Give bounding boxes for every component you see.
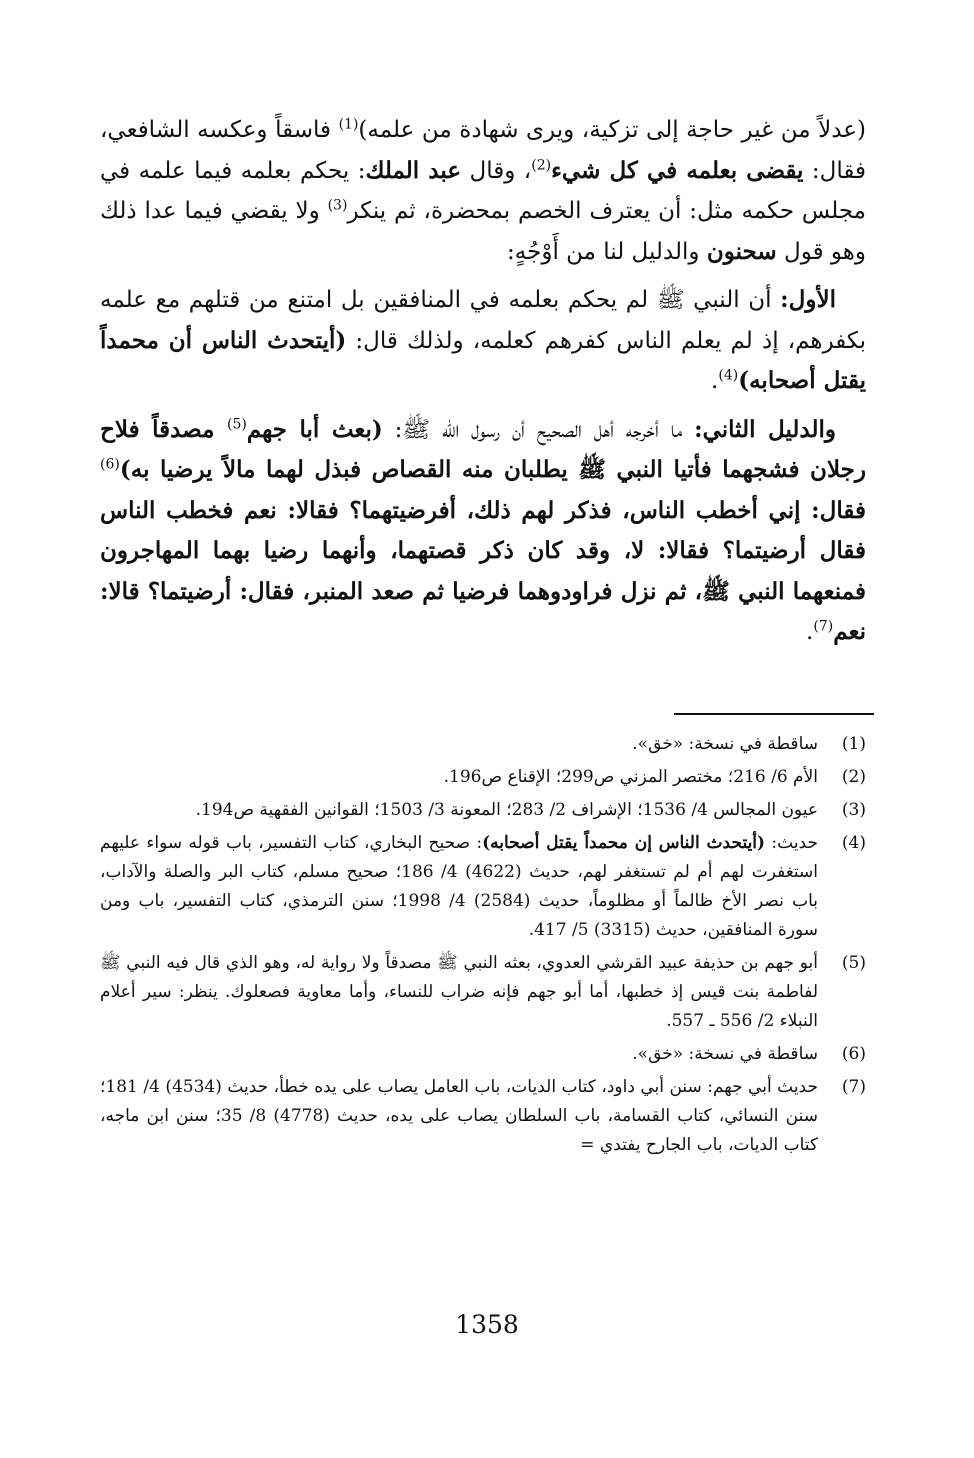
paragraph-1 [100,110,866,272]
main-text [100,110,866,661]
footnote-ref-6[interactable]: (6) [100,456,120,473]
footnote-ref-7[interactable]: (7) [813,618,834,635]
footnote-number: (3) [841,800,866,820]
footnote-ref-1[interactable]: (1) [338,116,359,133]
footnote-number: (5) [841,953,866,973]
text-span: ما أخرجه أهل الصحيح أن رسول الله ﷺ: [382,416,695,443]
footnotes [100,730,866,1164]
text-span: ولا يقضي فيما عدا ذلك وهو قول [100,198,866,265]
footnote-number: (1) [841,734,866,754]
footnote-text: حديث أبي جهم: سنن أبي داود، كتاب الديات، باب العامل يصاب على يده خطأ، حديث (4534) 4/ 181؛ سنن النسائي، كتاب القسامة، باب السلطان يصاب على يده، حديث (4778) 8/ 35؛ سنن ابن ماجه، كتاب الديات، باب الجارح يفتدي = [100,1077,818,1155]
footnote-text: ساقطة في نسخة: «خق». [632,1044,818,1064]
bold-span: الأول: [780,286,836,313]
text-span: (عدلاً من غير حاجة إلى تزكية، ويرى شهادة من علمه) [358,117,866,143]
page-number: 1358 [455,1310,519,1339]
footnote-number: (4) [841,833,866,853]
text-span: . [806,619,814,645]
paragraph-2 [100,280,866,402]
text-span: أن النبي ﷺ لم يحكم بعلمه في المنافقين بل امتنع من قتلهم مع علمه بكفرهم، إذ لم يعلم الناس كفرهم كعلمه، ولذلك قال: [100,287,866,354]
bold-span: سحنون [706,237,777,265]
footnote-ref-3[interactable]: (3) [327,197,348,214]
footnote-4 [100,829,866,945]
bold-span: والدليل الثاني: [694,415,836,443]
text-span: : صحيح البخاري، كتاب التفسير، باب قوله سواء عليهم استغفرت لهم أم لم تستغفر لهم، حديث (4622) 4/ 186؛ صحيح مسلم، كتاب البر والصلة والآداب، باب نصر الأخ ظالماً أو مظلوماً، حديث (2584) 4/ 1998؛ سنن الترمذي، كتاب التفسير، باب ومن سورة المنافقين، حديث (3315) 5/ 417. [100,833,819,940]
footnote-5 [100,949,866,1036]
bold-span: (أيتحدث الناس أن محمداً يقتل أصحابه) [100,326,866,394]
text-span: حديث: [765,833,818,853]
footnote-7 [100,1073,866,1160]
footnote-1 [100,730,866,759]
footnote-text: عيون المجالس 4/ 1536؛ الإشراف 2/ 283؛ المعونة 3/ 1503؛ القوانين الفقهية ص194. [195,800,818,820]
footnote-text: الأم 6/ 216؛ مختصر المزني ص299؛ الإقناع ص196. [443,767,818,787]
footnote-text [100,829,818,945]
bold-span: مصدقاً فلاح رجلان فشجهما فأتيا النبي ﷺ يطلبان منه القصاص فبذل لهما مالاً يرضيا به) [100,415,866,483]
bold-span: يقضى بعلمه في كل شيء [551,156,804,184]
footnote-6 [100,1040,866,1069]
text-span: . [711,368,719,394]
footnote-2 [100,763,866,792]
footnote-3 [100,796,866,825]
paragraph-3 [100,410,866,653]
bold-span: عبد الملك [365,156,462,184]
footnote-separator [674,713,874,715]
footnote-ref-5[interactable]: (5) [226,415,247,432]
text-span: والدليل لنا من أَوْجُهٍ: [507,238,707,265]
text-span: ، وقال [461,157,532,184]
footnote-number: (2) [841,767,866,787]
footnote-ref-4[interactable]: (4) [718,367,739,384]
text-span: : يحكم بعلمه فيما علمه في مجلس حكمه مثل: أن يعترف الخصم بمحضرة، ثم ينكر [100,157,866,224]
footnote-text: ساقطة في نسخة: «خق». [632,734,818,754]
bold-span: (بعث أبا جهم [246,415,383,443]
footnote-text: أبو جهم بن حذيفة عبيد القرشي العدوي، بعثه النبي ﷺ مصدقاً ولا رواية له، وهو الذي قال فيه النبي ﷺ لفاطمة بنت قيس إذ خطبها، أما أبو جهم فإنه ضراب للنساء، وأما معاوية فصعلوك. ينظر: سير أعلام النبلاء 2/ 556 ـ 557. [100,953,818,1031]
footnote-number: (7) [841,1077,866,1097]
bold-span: (أيتحدث الناس إن محمداً يقتل أصحابه) [482,833,766,853]
footnote-ref-2[interactable]: (2) [531,156,552,173]
footnote-number: (6) [841,1044,866,1064]
text-span: فاسقاً وعكسه الشافعي، فقال: [100,117,867,184]
bold-span: فقال: إني أخطب الناس، فذكر لهم ذلك، أفرضيتهما؟ فقالا: نعم فخطب الناس فقال أرضيتما؟ فقالا: لا، وقد كان ذكر قصتهما، وأنهما رضيا بهما المهاجرون فمنعهما النبي ﷺ، ثم نزل فراودوهما فرضيا ثم صعد المنبر، فقال: أرضيتما؟ قالا: نعم [100,496,866,645]
